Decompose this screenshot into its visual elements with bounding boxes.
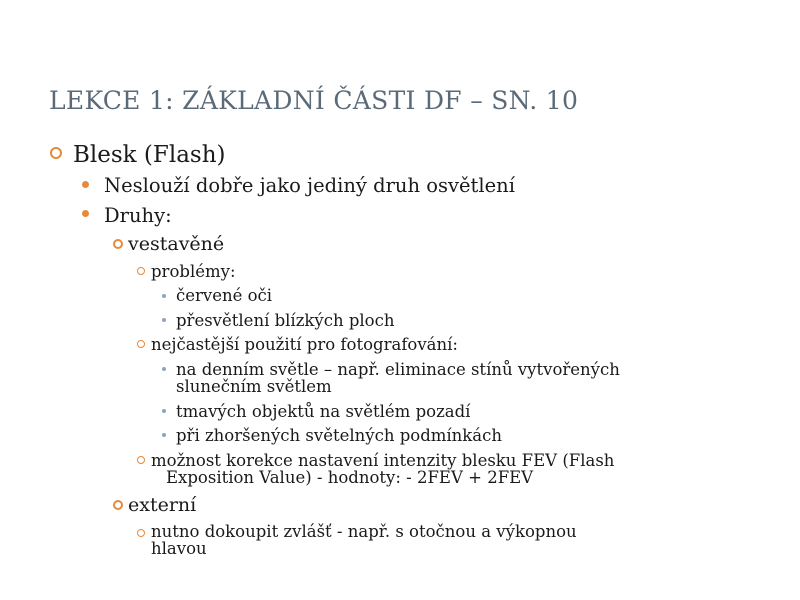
small-dot-bullet-icon (162, 294, 166, 298)
bullet-daylight (176, 361, 620, 395)
bullet-fev-line1: možnost korekce nastavení intenzity blesku FEV (Flash (151, 451, 615, 470)
ring-bullet-icon (137, 529, 145, 537)
small-dot-bullet-icon (162, 409, 166, 413)
ring-bullet-icon (50, 147, 62, 159)
bullet-dark-objects: tmavých objektů na světlém pozadí (176, 402, 471, 421)
ring-bullet-icon (113, 500, 123, 510)
small-dot-bullet-icon (162, 433, 166, 437)
bullet-types: Druhy: (104, 204, 172, 227)
ring-bullet-icon (137, 267, 145, 275)
ring-bullet-icon (137, 456, 145, 464)
ring-bullet-icon (137, 340, 145, 348)
bullet-buy-line2: hlavou (151, 539, 207, 558)
bullet-fev (151, 452, 614, 486)
bullet-external: externí (128, 494, 197, 516)
bullet-buy-line1: nutno dokoupit zvlášť - např. s otočnou a výkopnou (151, 522, 577, 541)
bullet-problems: problémy: (151, 262, 236, 281)
dot-bullet-icon (82, 181, 89, 188)
bullet-daylight-line1: na denním světle – např. eliminace stínů vytvořených (176, 360, 620, 379)
bullet-daylight-line2: slunečním světlem (176, 377, 332, 396)
bullet-poor-light: při zhoršených světelných podmínkách (176, 426, 503, 445)
bullet-builtin: vestavěné (128, 233, 225, 255)
bullet-flash: Blesk (Flash) (73, 142, 226, 168)
bullet-fev-line2: Exposition Value) - hodnoty: - 2FEV + 2FEV (166, 468, 534, 487)
bullet-overexposure: přesvětlení blízkých ploch (176, 311, 395, 330)
dot-bullet-icon (82, 210, 89, 217)
slide-title: LEKCE 1: ZÁKLADNÍ ČÁSTI DF – SN. 10 (49, 86, 579, 115)
ring-bullet-icon (113, 239, 123, 249)
small-dot-bullet-icon (162, 367, 166, 371)
bullet-not-good: Neslouží dobře jako jediný druh osvětlení (104, 174, 515, 197)
small-dot-bullet-icon (162, 318, 166, 322)
bullet-common-use: nejčastější použití pro fotografování: (151, 335, 458, 354)
bullet-buy-separately (151, 523, 577, 557)
bullet-red-eye: červené oči (176, 286, 273, 305)
